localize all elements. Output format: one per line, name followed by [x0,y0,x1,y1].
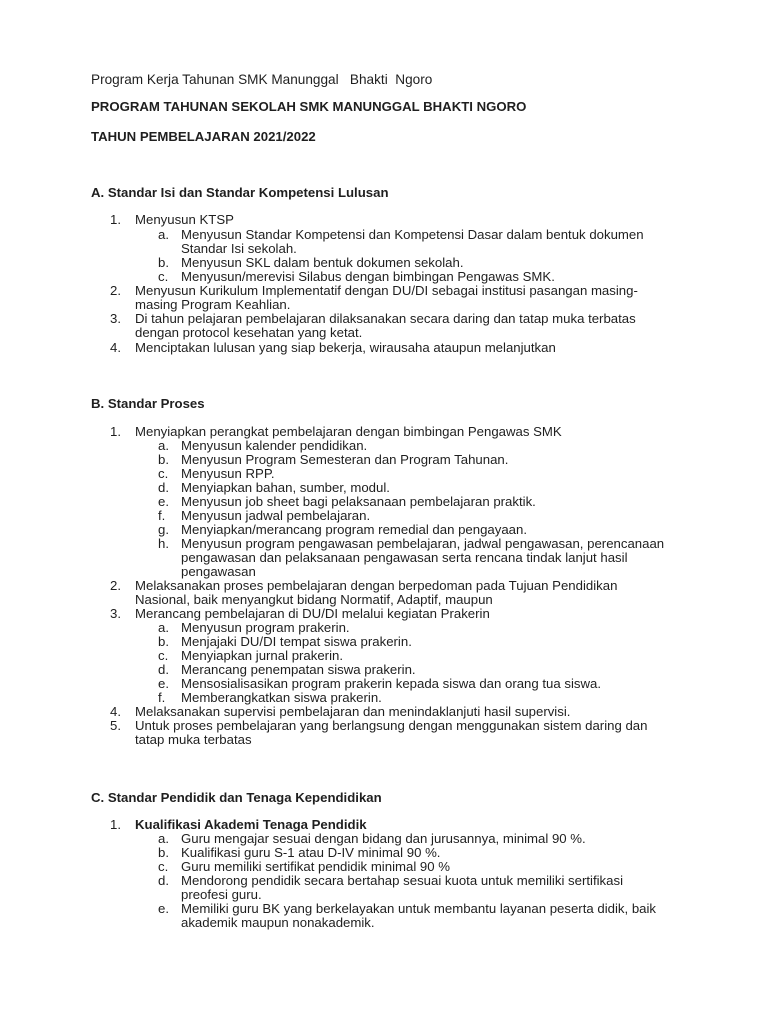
list-item [158,270,668,284]
item-letter: c. [158,269,169,284]
item-text: Menyusun RPP. [181,466,275,481]
item-text: Kualifikasi guru S-1 atau D-IV minimal 90 %. [181,845,441,860]
item-text: Menyusun kalender pendidikan. [181,438,368,453]
item-letter: b. [158,845,169,860]
item-text: Menyiapkan/merancang program remedial dan pengayaan. [181,522,528,537]
list-item [158,860,668,874]
item-number: 1. [110,817,121,832]
item-letter: a. [158,620,169,635]
item-letter: a. [158,227,169,242]
running-title: Program Kerja Tahunan SMK Manunggal Bhakti Ngoro [91,72,433,87]
item-text: Mendorong pendidik secara bertahap sesuai kuota untuk memiliki sertifikasi preofesi guru. [181,873,624,902]
item-number: 3. [110,606,121,621]
section-b-heading: B. Standar Proses [91,396,205,411]
item-number: 5. [110,718,121,733]
list-item [158,439,668,453]
list-item [110,719,655,747]
item-text: Menyusun program pengawasan pembelajaran, jadwal pengawasan, perencanaan pengawasan dan pelaksanaan pengawasan serta rencana tindak lanjut hasil pengawasan [181,536,665,579]
item-letter: b. [158,452,169,467]
item-number: 4. [110,340,121,355]
item-text: Menyusun jadwal pembelajaran. [181,508,371,523]
list-item [110,341,670,355]
item-letter: d. [158,480,169,495]
item-letter: b. [158,255,169,270]
item-text: Memiliki guru BK yang berkelayakan untuk membantu layanan peserta didik, baik akademik maupun nonakademik. [181,901,657,930]
item-text: Menyusun job sheet bagi pelaksanaan pembelajaran praktik. [181,494,536,509]
list-item [158,621,668,635]
document-title: PROGRAM TAHUNAN SEKOLAH SMK MANUNGGAL BHAKTI NGORO [91,99,527,114]
list-item [110,579,655,607]
item-letter: f. [158,508,166,523]
item-letter: a. [158,438,169,453]
item-text: Guru memiliki sertifikat pendidik minimal 90 % [181,859,450,874]
item-text: Melaksanakan supervisi pembelajaran dan menindaklanjuti hasil supervisi. [135,704,571,719]
list-item [158,832,668,846]
list-item [158,649,668,663]
item-text: Menyusun Kurikulum Implementatif dengan DU/DI sebagai institusi pasangan masing-masing Program Keahlian. [135,283,638,312]
item-text: Merancang pembelajaran di DU/DI melalui kegiatan Prakerin [135,606,490,621]
item-text: Menciptakan lulusan yang siap bekerja, wirausaha ataupun melanjutkan [135,340,556,355]
item-number: 3. [110,311,121,326]
item-letter: e. [158,901,169,916]
item-text: Menyusun Program Semesteran dan Program Tahunan. [181,452,509,467]
item-letter: c. [158,859,169,874]
item-letter: e. [158,494,169,509]
item-text: Merancang penempatan siswa prakerin. [181,662,416,677]
list-item [158,256,668,270]
item-text: Menyiapkan jurnal prakerin. [181,648,343,663]
list-item [158,663,668,677]
item-text: Kualifikasi Akademi Tenaga Pendidik [135,817,367,832]
item-number: 2. [110,283,121,298]
item-letter: d. [158,662,169,677]
item-text: Menyusun program prakerin. [181,620,350,635]
item-text: Untuk proses pembelajaran yang berlangsung dengan menggunakan sistem daring dan tatap muka terbatas [135,718,648,747]
item-letter: d. [158,873,169,888]
list-item [158,509,668,523]
list-item [110,312,665,340]
section-c-heading: C. Standar Pendidik dan Tenaga Kependidikan [91,790,382,805]
list-item [158,635,668,649]
list-item [110,705,690,719]
item-number: 2. [110,578,121,593]
item-text: Di tahun pelajaran pembelajaran dilaksanakan secara daring dan tatap muka terbatas dengan protocol kesehatan yang ketat. [135,311,636,340]
item-letter: c. [158,648,169,663]
item-number: 4. [110,704,121,719]
item-text: Guru mengajar sesuai dengan bidang dan jurusannya, minimal 90 %. [181,831,586,846]
section-a-heading: A. Standar Isi dan Standar Kompetensi Lulusan [91,185,389,200]
list-item [158,691,668,705]
item-number: 1. [110,424,121,439]
item-text: Mensosialisasikan program prakerin kepada siswa dan orang tua siswa. [181,676,602,691]
item-letter: a. [158,831,169,846]
list-item [110,818,670,832]
item-letter: h. [158,536,169,551]
item-text: Menyiapkan bahan, sumber, modul. [181,480,390,495]
item-letter: e. [158,676,169,691]
list-item [110,607,670,621]
item-letter: c. [158,466,169,481]
list-item [158,228,658,256]
item-text: Melaksanakan proses pembelajaran dengan berpedoman pada Tujuan Pendidikan Nasional, baik menyangkut bidang Normatif, Adaptif, maupun [135,578,618,607]
item-letter: f. [158,690,166,705]
item-letter: g. [158,522,169,537]
list-item [110,213,670,227]
list-item [158,902,658,930]
document-subtitle: TAHUN PEMBELAJARAN 2021/2022 [91,129,316,144]
item-text: Menjajaki DU/DI tempat siswa prakerin. [181,634,412,649]
list-item [158,537,668,579]
item-text: Memberangkatkan siswa prakerin. [181,690,382,705]
list-item [110,425,670,439]
list-item [110,284,665,312]
list-item [158,677,678,691]
list-item [158,453,668,467]
item-text: Menyiapkan perangkat pembelajaran dengan bimbingan Pengawas SMK [135,424,562,439]
item-text: Menyusun Standar Kompetensi dan Kompetensi Dasar dalam bentuk dokumen Standar Isi sekolah. [181,227,644,256]
item-text: Menyusun/merevisi Silabus dengan bimbingan Pengawas SMK. [181,269,555,284]
list-item [158,467,668,481]
list-item [158,874,633,902]
item-text: Menyusun SKL dalam bentuk dokumen sekolah. [181,255,464,270]
list-item [158,495,668,509]
list-item [158,481,668,495]
item-text: Menyusun KTSP [135,212,234,227]
list-item [158,523,668,537]
item-letter: b. [158,634,169,649]
list-item [158,846,668,860]
item-number: 1. [110,212,121,227]
